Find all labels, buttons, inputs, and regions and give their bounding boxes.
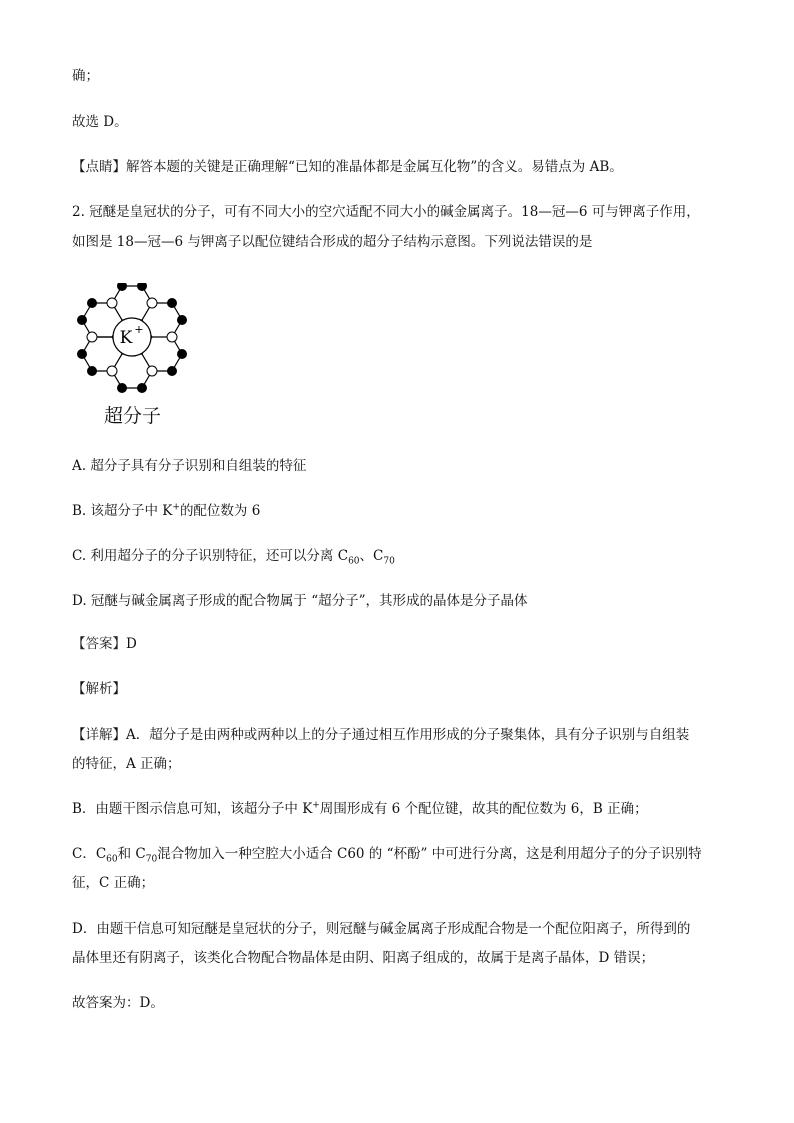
text-line: 故选 D。 (72, 114, 128, 130)
explanation-c: 征，C 正确； (72, 875, 155, 891)
text-line: 确； (72, 68, 99, 84)
option-d: D. 冠醚与碱金属离子形成的配合物属于 “超分子”，其形成的晶体是分子晶体 (72, 593, 528, 609)
explanation-a: 的特征，A 正确； (72, 756, 181, 772)
question-stem: 2. 冠醚是皇冠状的分子，可有不同大小的空穴适配不同大小的碱金属离子。18—冠—6 可与钾离子作用， (72, 204, 700, 220)
option-b: B. 该超分子中 K+的配位数为 6 (72, 502, 261, 519)
analysis-label: 【解析】 (72, 681, 126, 697)
explanation-a: 【详解】A．超分子是由两种或两种以上的分子通过相互作用形成的分子聚集体，具有分子识别与自组装 (72, 727, 690, 743)
figure-caption: 超分子 (104, 405, 162, 427)
crown-ether-diagram (66, 283, 206, 398)
k-charge: + (134, 323, 144, 336)
explanation-b: B．由题干图示信息可知，该超分子中 K+周围形成有 6 个配位键，故其的配位数为 6，B 正确； (72, 800, 648, 817)
explanation-d: 晶体里还有阴离子，该类化合物配合物晶体是由阴、阳离子组成的，故属于是离子晶体，D 错误； (72, 950, 655, 966)
question-stem: 如图是 18—冠—6 与钾离子以配位键结合形成的超分子结构示意图。下列说法错误的是 (72, 234, 593, 250)
explanation-c: C．$C_{60}$和 $C_{70}$混合物加入一种空腔大小适合 C60 的 “杯酚” 中可进行分离，这是利用超分子的分子识别特 (72, 846, 702, 865)
final-answer: 故答案为：D。 (72, 995, 164, 1011)
answer: 【答案】D (72, 636, 137, 652)
k-label: K (119, 328, 133, 348)
option-c: C. 利用超分子的分子识别特征，还可以分离 $C_{60}$、$C_{70}$ (72, 548, 395, 567)
dianjing-note: 【点睛】解答本题的关键是正确理解“已知的准晶体都是金属互化物”的含义。易错点为 AB。 (72, 159, 623, 175)
explanation-d: D．由题干信息可知冠醚是皇冠状的分子，则冠醚与碱金属离子形成配合物是一个配位阳离子，所得到的 (72, 921, 691, 937)
option-a: A. 超分子具有分子识别和自组装的特征 (72, 458, 307, 474)
